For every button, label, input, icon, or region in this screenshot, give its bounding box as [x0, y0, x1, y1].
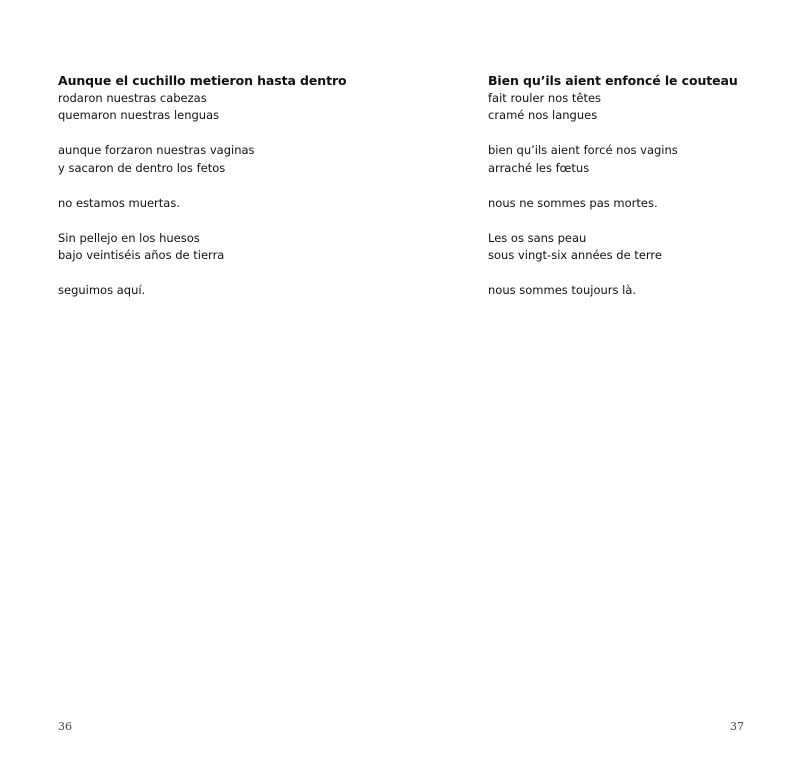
stanza [488, 282, 800, 300]
poem-line: cramé nos langues [488, 108, 598, 122]
poem-line: quemaron nuestras lenguas [58, 108, 220, 122]
page-number: 36 [58, 720, 72, 733]
poem-line: arraché les fœtus [488, 160, 590, 175]
spanish-poem [58, 72, 388, 317]
poem-line: bien qu’ils aient forcé nos vagins [488, 143, 678, 157]
poem-line: Sin pellejo en los huesos [58, 230, 200, 245]
poem-line: seguimos aquí. [58, 283, 146, 297]
poem-line: y sacaron de dentro los fetos [58, 160, 226, 175]
poem-line: nous ne sommes pas mortes. [488, 195, 658, 210]
stanza [58, 142, 388, 177]
right-page [400, 0, 800, 773]
stanza [58, 282, 388, 300]
poem-line: Les os sans peau [488, 230, 587, 245]
poem-title: Aunque el cuchillo metieron hasta dentro [58, 73, 347, 88]
stanza [488, 90, 800, 125]
poem-line: bajo veintiséis años de tierra [58, 248, 225, 262]
stanza [58, 90, 388, 125]
poem-line: aunque forzaron nuestras vaginas [58, 143, 255, 157]
stanza [488, 230, 800, 265]
poem-line: sous vingt-six années de terre [488, 248, 662, 262]
poem-line: rodaron nuestras cabezas [58, 90, 207, 105]
poem-title: Bien qu’ils aient enfoncé le couteau [488, 73, 738, 88]
french-poem [488, 72, 800, 317]
stanza [488, 195, 800, 213]
poem-line: no estamos muertas. [58, 195, 180, 210]
poem-line: nous sommes toujours là. [488, 283, 637, 297]
page-number: 37 [730, 720, 744, 733]
poem-line: fait rouler nos têtes [488, 90, 602, 105]
stanza [58, 195, 388, 213]
stanza [488, 142, 800, 177]
stanza [58, 230, 388, 265]
